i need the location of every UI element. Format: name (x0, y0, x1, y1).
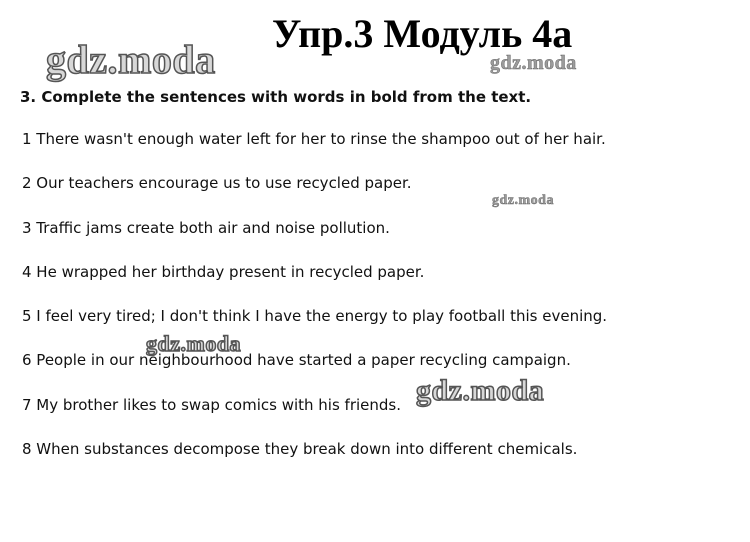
sentence-1: 1 There wasn't enough water left for her to rinse the shampoo out of her hair. (22, 130, 606, 148)
watermark-logo: gdz.moda (492, 193, 554, 208)
watermark-logo: gdz.moda (416, 374, 545, 407)
sentence-6: 6 People in our neighbourhood have started a paper recycling campaign. (22, 351, 571, 370)
watermark-logo: gdz.moda (490, 52, 577, 74)
watermark-logo: gdz.moda (46, 37, 216, 82)
sentence-7: 7 My brother likes to swap comics with his friends. (22, 395, 402, 414)
sentence-4: 4 He wrapped her birthday present in recycled paper. (22, 262, 425, 281)
watermark-logo: gdz.moda (146, 331, 242, 356)
sentence-2: 2 Our teachers encourage us to use recycled paper. (22, 174, 412, 193)
sentence-5: 5 I feel very tired; I don't think I have the energy to play football this evening. (22, 307, 608, 326)
page-title: Упр.3 Модуль 4а (272, 11, 573, 56)
sentence-3: 3 Traffic jams create both air and noise pollution. (22, 218, 390, 237)
exercise-instruction: 3. Complete the sentences with words in bold from the text. (20, 88, 532, 106)
sentence-list (22, 128, 607, 482)
sentence-8: 8 When substances decompose they break down into different chemicals. (22, 440, 578, 459)
